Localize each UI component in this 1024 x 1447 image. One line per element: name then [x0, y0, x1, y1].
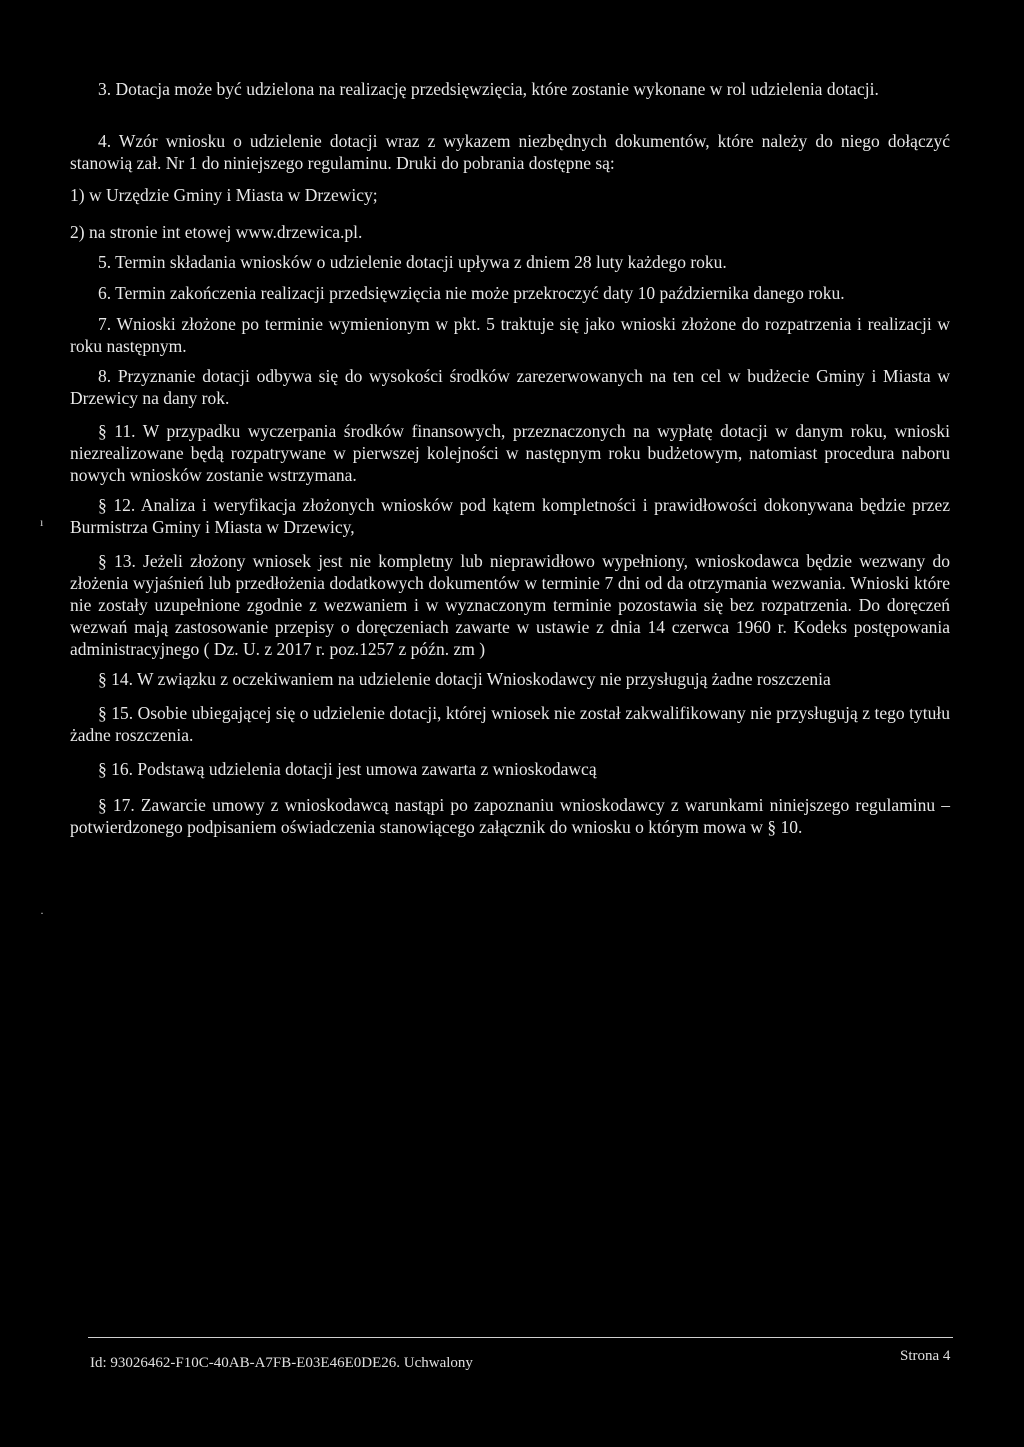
- paragraph-8: [70, 365, 950, 409]
- paragraph-text: § 15. Osobie ubiegającej się o udzielenie dotacji, której wniosek nie został zakwalifikowany nie przysługują z tego tytułu żadne roszczenia.: [70, 703, 950, 745]
- paragraph-5: [70, 251, 950, 273]
- paragraph-4-item-1: [70, 184, 950, 206]
- scan-artifact: ı: [40, 515, 44, 529]
- paragraph-6: [70, 282, 950, 304]
- paragraph-text: § 17. Zawarcie umowy z wnioskodawcą nastąpi po zapoznaniu wnioskodawcy z warunkami niniejszego regulaminu – potwierdzonego podpisaniem oświadczenia stanowiącego załącznik do wniosku o którym mowa w § 10.: [70, 795, 950, 837]
- paragraph-text: § 14. W związku z oczekiwaniem na udzielenie dotacji Wnioskodawcy nie przysługują żadne roszczenia: [98, 669, 831, 689]
- footer-document-id: Id: 93026462-F10C-40AB-A7FB-E03E46E0DE26. Uchwalony: [90, 1355, 473, 1371]
- section-14: [70, 668, 950, 690]
- paragraph-text: 3. Dotacja może być udzielona na realizację przedsięwzięcia, które zostanie wykonane w rol udzielenia dotacji.: [98, 79, 879, 99]
- section-13: [70, 550, 950, 660]
- paragraph-text: 1) w Urzędzie Gminy i Miasta w Drzewicy;: [70, 185, 378, 205]
- paragraph-text: 7. Wnioski złożone po terminie wymienionym w pkt. 5 traktuje się jako wnioski złożone do rozpatrzenia i realizacji w roku następnym.: [70, 314, 950, 356]
- paragraph-text: § 11. W przypadku wyczerpania środków finansowych, przeznaczonych na wypłatę dotacji w danym roku, wnioski niezrealizowane będą rozpatrywane w pierwszej kolejności w następnym roku budżetowym, natomiast procedura naboru nowych wniosków zostanie wstrzymana.: [70, 421, 950, 485]
- scan-artifact: ·: [40, 906, 44, 920]
- section-17: [70, 794, 950, 838]
- paragraph-text: § 16. Podstawą udzielenia dotacji jest umowa zawarta z wnioskodawcą: [98, 759, 597, 779]
- paragraph-3: [70, 78, 950, 100]
- paragraph-text: 4. Wzór wniosku o udzielenie dotacji wraz z wykazem niezbędnych dokumentów, które należy do niego dołączyć stanowią zał. Nr 1 do niniejszego regulaminu. Druki do pobrania dostępne są:: [70, 131, 950, 173]
- section-16: [70, 758, 950, 780]
- paragraph-4-item-2: [70, 221, 950, 243]
- paragraph-text: 6. Termin zakończenia realizacji przedsięwzięcia nie może przekroczyć daty 10 października danego roku.: [98, 283, 845, 303]
- paragraph-text: 5. Termin składania wniosków o udzielenie dotacji upływa z dniem 28 luty każdego roku.: [98, 252, 727, 272]
- paragraph-text: § 12. Analiza i weryfikacja złożonych wniosków pod kątem kompletności i prawidłowości dokonywana będzie przez Burmistrza Gminy i Miasta w Drzewicy,: [70, 495, 950, 537]
- footer-divider: [88, 1337, 953, 1338]
- section-12: [70, 494, 950, 538]
- paragraph-text: 2) na stronie int etowej www.drzewica.pl.: [70, 222, 363, 242]
- paragraph-text: § 13. Jeżeli złożony wniosek jest nie kompletny lub nieprawidłowo wypełniony, wnioskodawca będzie wezwany do złożenia wyjaśnień lub przedłożenia dodatkowych dokumentów w terminie 7 dni od da otrzymania wezwania. Wnioski które nie zostały uzupełnione zgodnie z wezwaniem i w wyznaczonym terminie pozostawia się bez rozpatrzenia. Do doręczeń wezwań mają zastosowanie przepisy o doręczeniach zawarte w ustawie z dnia 14 czerwca 1960 r. Kodeks postępowania administracyjnego ( Dz. U. z 2017 r. poz.1257 z późn. zm ): [70, 551, 950, 659]
- paragraph-4: [70, 130, 950, 174]
- footer-page-number: Strona 4: [900, 1348, 951, 1364]
- paragraph-7: [70, 313, 950, 357]
- section-11: [70, 420, 950, 486]
- section-15: [70, 702, 950, 746]
- paragraph-text: 8. Przyznanie dotacji odbywa się do wysokości środków zarezerwowanych na ten cel w budżecie Gminy i Miasta w Drzewicy na dany rok.: [70, 366, 950, 408]
